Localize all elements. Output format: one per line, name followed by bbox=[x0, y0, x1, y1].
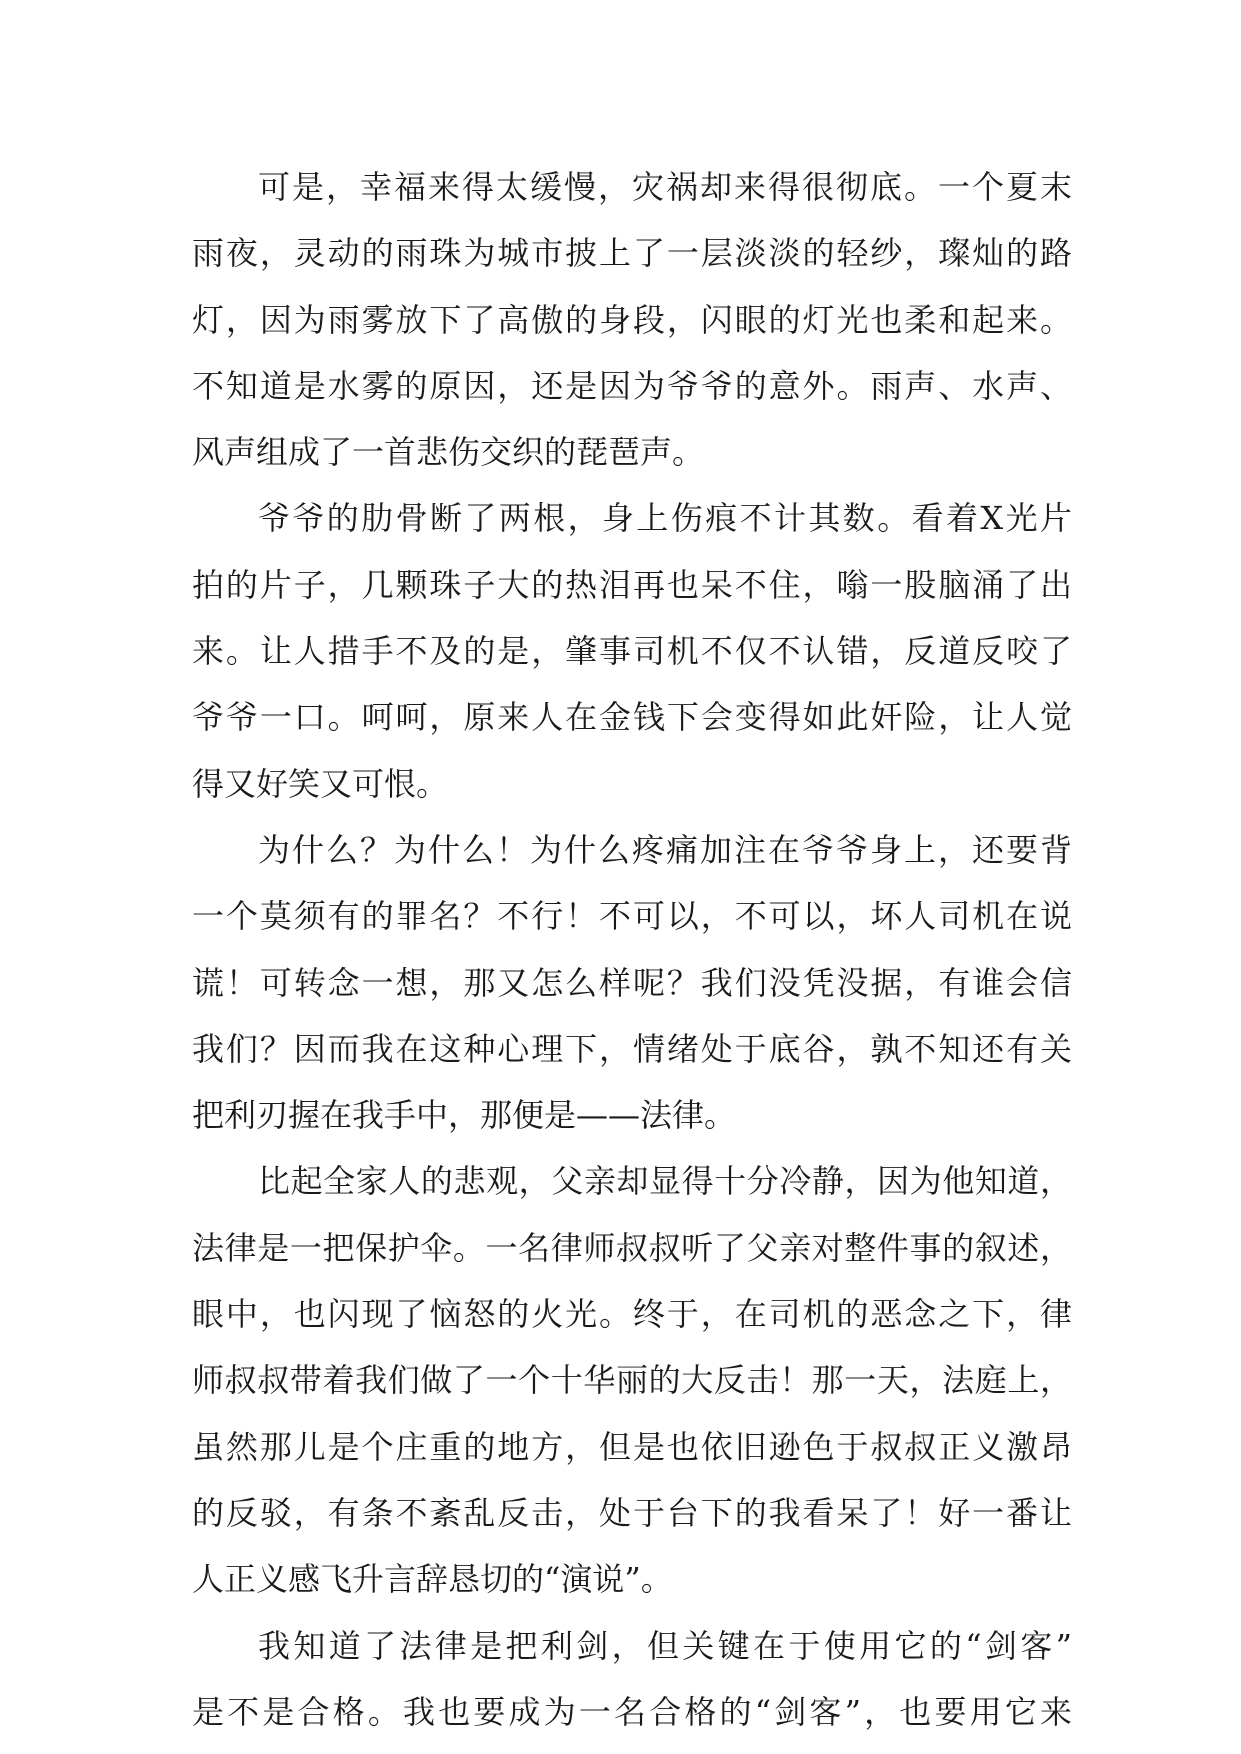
text-line: 眼中，也闪现了恼怒的火光。终于，在司机的恶念之下，律 bbox=[192, 1295, 1072, 1334]
text-line: 爷爷一口。呵呵，原来人在金钱下会变得如此奸险，让人觉 bbox=[192, 698, 1072, 737]
paragraph bbox=[192, 485, 1072, 816]
text-line: 得又好笑又可恨。 bbox=[192, 764, 449, 803]
paragraph bbox=[192, 817, 1072, 1148]
text-line: 我知道了法律是把利剑，但关键在于使用它的“剑客” bbox=[258, 1626, 1072, 1665]
paragraph bbox=[192, 1148, 1072, 1612]
text-line: 把利刃握在我手中，那便是——法律。 bbox=[192, 1096, 737, 1135]
text-line: 法律是一把保护伞。一名律师叔叔听了父亲对整件事的叙述， bbox=[192, 1228, 1072, 1267]
document-body bbox=[192, 154, 1072, 1745]
text-line: 为什么？为什么！为什么疼痛加注在爷爷身上，还要背 bbox=[258, 830, 1072, 869]
text-line: 拍的片子，几颗珠子大的热泪再也呆不住，嗡一股脑涌了出 bbox=[192, 565, 1072, 604]
text-line: 谎！可转念一想，那又怎么样呢？我们没凭没据，有谁会信 bbox=[192, 963, 1072, 1002]
text-line: 来。让人措手不及的是，肇事司机不仅不认错，反道反咬了 bbox=[192, 632, 1072, 671]
text-line: 虽然那儿是个庄重的地方，但是也依旧逊色于叔叔正义激昂 bbox=[192, 1427, 1072, 1466]
text-line: 的反驳，有条不紊乱反击，处于台下的我看呆了！好一番让 bbox=[192, 1493, 1072, 1532]
text-line: 灯，因为雨雾放下了高傲的身段，闪眼的灯光也柔和起来。 bbox=[192, 300, 1072, 339]
text-line: 是不是合格。我也要成为一名合格的“剑客”，也要用它来 bbox=[192, 1692, 1072, 1731]
paragraph bbox=[192, 1613, 1072, 1746]
text-line: 雨夜，灵动的雨珠为城市披上了一层淡淡的轻纱，璨灿的路 bbox=[192, 234, 1072, 273]
text-line: 师叔叔带着我们做了一个十华丽的大反击！那一天，法庭上， bbox=[192, 1361, 1072, 1400]
text-line: 我们？因而我在这种心理下，情绪处于底谷，孰不知还有关 bbox=[192, 1029, 1072, 1068]
text-line: 一个莫须有的罪名？不行！不可以，不可以，坏人司机在说 bbox=[192, 897, 1072, 936]
paragraph bbox=[192, 154, 1072, 485]
text-line: 比起全家人的悲观，父亲却显得十分冷静，因为他知道， bbox=[258, 1162, 1072, 1201]
text-line: 爷爷的肋骨断了两根，身上伤痕不计其数。看着X光片 bbox=[258, 499, 1072, 538]
text-line: 风声组成了一首悲伤交织的琵琶声。 bbox=[192, 433, 705, 472]
text-line: 人正义感飞升言辞恳切的“演说”。 bbox=[192, 1560, 673, 1599]
text-line: 不知道是水雾的原因，还是因为爷爷的意外。雨声、水声、 bbox=[192, 366, 1072, 405]
text-line: 可是，幸福来得太缓慢，灾祸却来得很彻底。一个夏末 bbox=[258, 168, 1072, 206]
